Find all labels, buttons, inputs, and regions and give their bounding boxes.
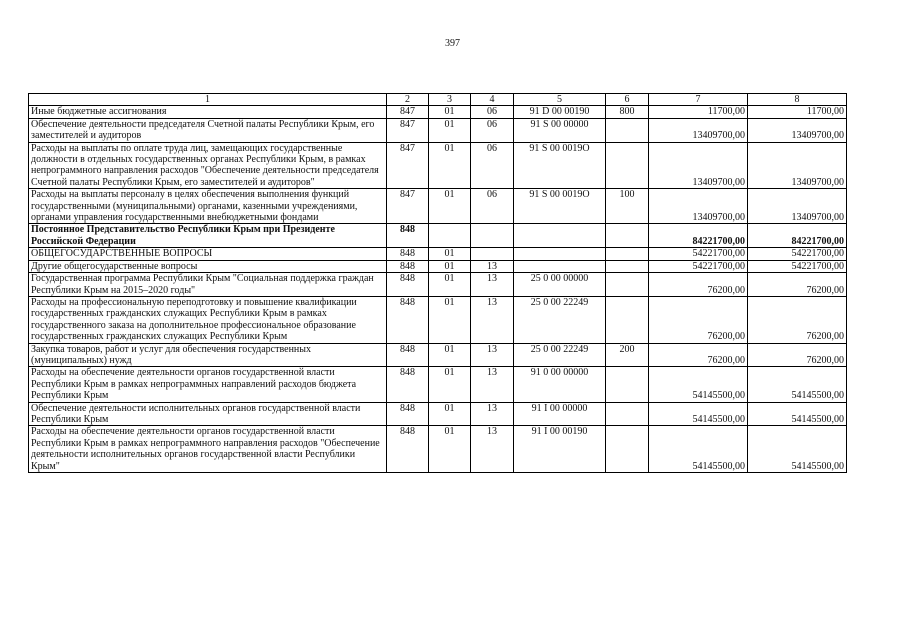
- table-row: [29, 248, 847, 260]
- table-row: [29, 260, 847, 272]
- item-name-cell: Постоянное Представительство Республики Крым при Президенте Российской Федерации: [29, 224, 387, 248]
- subsection-code-cell: 06: [471, 106, 514, 118]
- subsection-code-cell: 06: [471, 118, 514, 142]
- amount-year2-cell: 76200,00: [748, 273, 847, 297]
- item-name-cell: Закупка товаров, работ и услуг для обеспечения государственных (муниципальных) нужд: [29, 343, 387, 367]
- ministry-code-cell: 848: [387, 343, 429, 367]
- target-article-cell: 91 I 00 00000: [514, 402, 606, 426]
- header-cell: 6: [606, 94, 649, 106]
- item-name-cell: Расходы на выплаты по оплате труда лиц, замещающих государственные должности в отдельных государственных органах Республики Крым, в рамках непрограммного направления расходов "Обеспечение деятельности председателя Счетной палаты Республики Крым, его заместителей и аудиторов": [29, 142, 387, 189]
- section-code-cell: 01: [429, 273, 471, 297]
- section-code-cell: 01: [429, 402, 471, 426]
- amount-year1-cell: 54221700,00: [649, 248, 748, 260]
- amount-year1-cell: 54221700,00: [649, 260, 748, 272]
- subsection-code-cell: 13: [471, 426, 514, 473]
- subsection-code-cell: 13: [471, 343, 514, 367]
- ministry-code-cell: 848: [387, 248, 429, 260]
- amount-year2-cell: 13409700,00: [748, 118, 847, 142]
- table-row: [29, 426, 847, 473]
- amount-year1-cell: 76200,00: [649, 273, 748, 297]
- item-name-cell: Обеспечение деятельности председателя Счетной палаты Республики Крым, его заместителей и аудиторов: [29, 118, 387, 142]
- ministry-code-cell: 848: [387, 273, 429, 297]
- expense-type-cell: 100: [606, 189, 649, 224]
- target-article-cell: [514, 260, 606, 272]
- section-code-cell: [429, 224, 471, 248]
- subsection-code-cell: [471, 248, 514, 260]
- header-cell: 1: [29, 94, 387, 106]
- target-article-cell: 91 S 00 00000: [514, 118, 606, 142]
- subsection-code-cell: 13: [471, 402, 514, 426]
- table-row: [29, 118, 847, 142]
- amount-year1-cell: 76200,00: [649, 296, 748, 343]
- item-name-cell: Обеспечение деятельности исполнительных органов государственной власти Республики Крым: [29, 402, 387, 426]
- amount-year2-cell: 13409700,00: [748, 189, 847, 224]
- amount-year1-cell: 76200,00: [649, 343, 748, 367]
- section-code-cell: 01: [429, 367, 471, 402]
- amount-year2-cell: 54221700,00: [748, 248, 847, 260]
- ministry-code-cell: 847: [387, 142, 429, 189]
- expense-type-cell: [606, 260, 649, 272]
- table-row: [29, 189, 847, 224]
- expense-type-cell: [606, 426, 649, 473]
- expense-type-cell: [606, 273, 649, 297]
- subsection-code-cell: [471, 224, 514, 248]
- amount-year1-cell: 13409700,00: [649, 189, 748, 224]
- expense-type-cell: [606, 142, 649, 189]
- amount-year1-cell: 54145500,00: [649, 426, 748, 473]
- header-cell: 3: [429, 94, 471, 106]
- ministry-code-cell: 847: [387, 189, 429, 224]
- target-article-cell: [514, 224, 606, 248]
- expense-type-cell: [606, 296, 649, 343]
- ministry-code-cell: 848: [387, 224, 429, 248]
- target-article-cell: 91 0 00 00000: [514, 367, 606, 402]
- table-row: [29, 296, 847, 343]
- section-code-cell: 01: [429, 248, 471, 260]
- amount-year2-cell: 11700,00: [748, 106, 847, 118]
- expense-type-cell: [606, 402, 649, 426]
- header-cell: 7: [649, 94, 748, 106]
- expense-type-cell: [606, 367, 649, 402]
- section-code-cell: 01: [429, 142, 471, 189]
- subsection-code-cell: 13: [471, 296, 514, 343]
- item-name-cell: Государственная программа Республики Крым "Социальная поддержка граждан Республики Крым на 2015–2020 годы": [29, 273, 387, 297]
- item-name-cell: Другие общегосударственные вопросы: [29, 260, 387, 272]
- section-code-cell: 01: [429, 118, 471, 142]
- subsection-code-cell: 06: [471, 142, 514, 189]
- ministry-code-cell: 848: [387, 260, 429, 272]
- table-row: [29, 367, 847, 402]
- target-article-cell: 91 D 00 00190: [514, 106, 606, 118]
- section-code-cell: 01: [429, 189, 471, 224]
- target-article-cell: 91 S 00 0019O: [514, 142, 606, 189]
- header-row: [29, 94, 847, 106]
- expense-type-cell: 200: [606, 343, 649, 367]
- amount-year1-cell: 13409700,00: [649, 142, 748, 189]
- amount-year2-cell: 76200,00: [748, 296, 847, 343]
- section-code-cell: 01: [429, 260, 471, 272]
- target-article-cell: 91 S 00 0019O: [514, 189, 606, 224]
- table-row: [29, 273, 847, 297]
- subsection-code-cell: 13: [471, 367, 514, 402]
- expense-type-cell: [606, 224, 649, 248]
- table-row: [29, 224, 847, 248]
- header-cell: 4: [471, 94, 514, 106]
- amount-year2-cell: 54145500,00: [748, 426, 847, 473]
- section-code-cell: 01: [429, 106, 471, 118]
- expense-type-cell: [606, 248, 649, 260]
- amount-year2-cell: 13409700,00: [748, 142, 847, 189]
- target-article-cell: 25 0 00 22249: [514, 296, 606, 343]
- budget-table: [28, 93, 847, 473]
- ministry-code-cell: 848: [387, 367, 429, 402]
- table-row: [29, 142, 847, 189]
- amount-year2-cell: 84221700,00: [748, 224, 847, 248]
- amount-year2-cell: 54145500,00: [748, 402, 847, 426]
- target-article-cell: [514, 248, 606, 260]
- ministry-code-cell: 847: [387, 106, 429, 118]
- expense-type-cell: 800: [606, 106, 649, 118]
- amount-year1-cell: 84221700,00: [649, 224, 748, 248]
- subsection-code-cell: 13: [471, 260, 514, 272]
- target-article-cell: 25 0 00 22249: [514, 343, 606, 367]
- ministry-code-cell: 848: [387, 296, 429, 343]
- item-name-cell: ОБЩЕГОСУДАРСТВЕННЫЕ ВОПРОСЫ: [29, 248, 387, 260]
- section-code-cell: 01: [429, 426, 471, 473]
- subsection-code-cell: 06: [471, 189, 514, 224]
- ministry-code-cell: 847: [387, 118, 429, 142]
- item-name-cell: Расходы на профессиональную переподготовку и повышение квалификации государственных гражданских служащих Республики Крым в рамках государственного заказа на дополнительное профессиональное образование государственных гражданских служащих Республики Крым: [29, 296, 387, 343]
- page-number: 397: [445, 38, 460, 49]
- table-row: [29, 402, 847, 426]
- amount-year1-cell: 11700,00: [649, 106, 748, 118]
- header-cell: 2: [387, 94, 429, 106]
- table-row: [29, 343, 847, 367]
- ministry-code-cell: 848: [387, 402, 429, 426]
- amount-year2-cell: 54145500,00: [748, 367, 847, 402]
- amount-year1-cell: 54145500,00: [649, 402, 748, 426]
- target-article-cell: 91 I 00 00190: [514, 426, 606, 473]
- section-code-cell: 01: [429, 296, 471, 343]
- subsection-code-cell: 13: [471, 273, 514, 297]
- amount-year1-cell: 54145500,00: [649, 367, 748, 402]
- amount-year2-cell: 54221700,00: [748, 260, 847, 272]
- amount-year2-cell: 76200,00: [748, 343, 847, 367]
- header-cell: 8: [748, 94, 847, 106]
- table-row: [29, 106, 847, 118]
- target-article-cell: 25 0 00 00000: [514, 273, 606, 297]
- item-name-cell: Иные бюджетные ассигнования: [29, 106, 387, 118]
- item-name-cell: Расходы на обеспечение деятельности органов государственной власти Республики Крым в рамках непрограммных направлений расходов бюджета Республики Крым: [29, 367, 387, 402]
- header-cell: 5: [514, 94, 606, 106]
- item-name-cell: Расходы на выплаты персоналу в целях обеспечения выполнения функций государственными (муниципальными) органами, казенными учреждениями, органами управления государственными внебюджетными фондами: [29, 189, 387, 224]
- expense-type-cell: [606, 118, 649, 142]
- item-name-cell: Расходы на обеспечение деятельности органов государственной власти Республики Крым в рамках непрограммного направления расходов "Обеспечение деятельности исполнительных органов государственной власти Республики Крым": [29, 426, 387, 473]
- ministry-code-cell: 848: [387, 426, 429, 473]
- section-code-cell: 01: [429, 343, 471, 367]
- amount-year1-cell: 13409700,00: [649, 118, 748, 142]
